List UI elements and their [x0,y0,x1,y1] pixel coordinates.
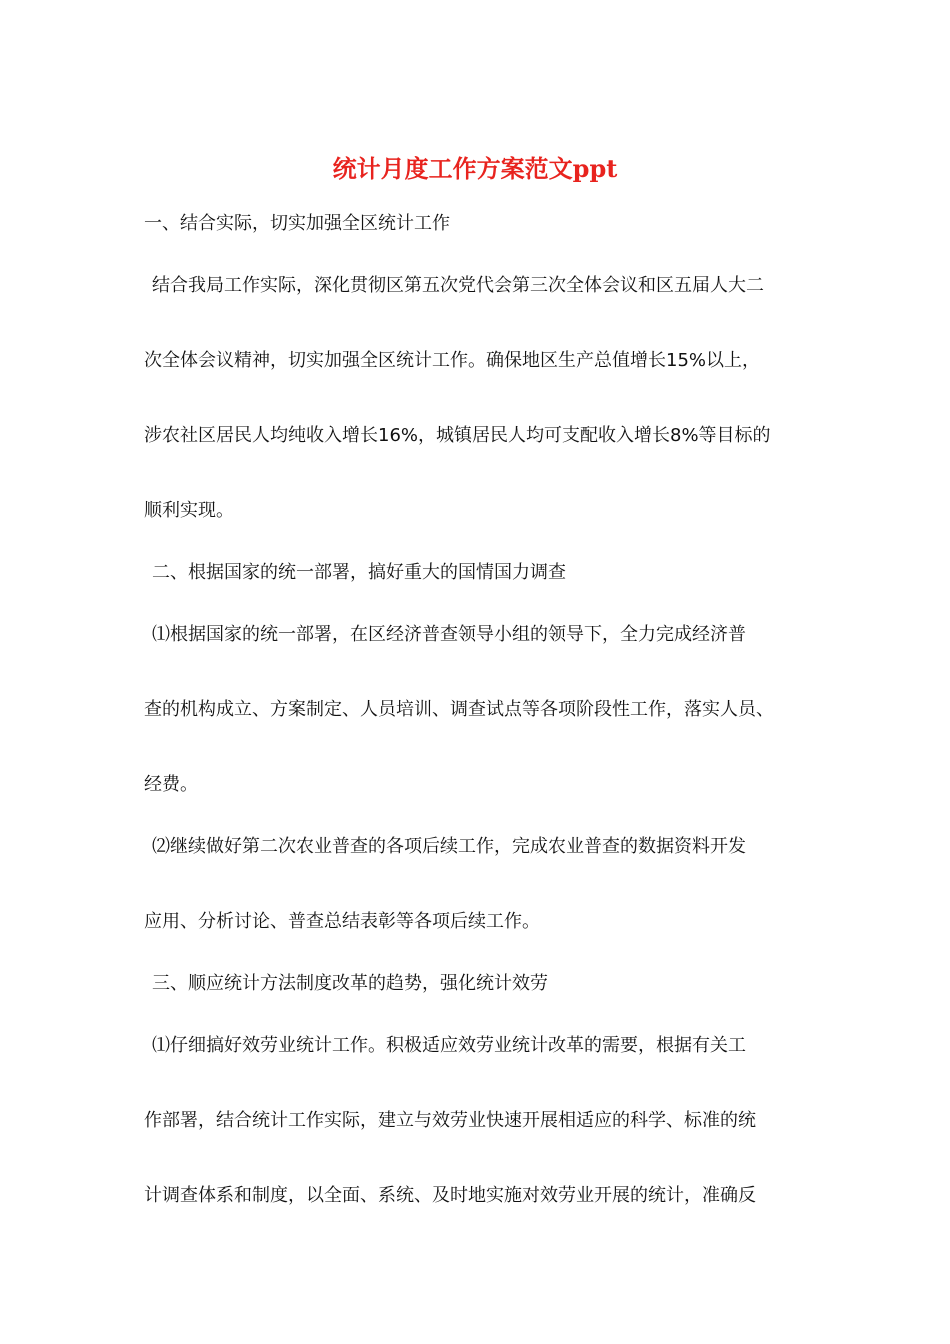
paragraph-line: 结合我局工作实际，深化贯彻区第五次党代会第三次全体会议和区五届人大二 [152,275,764,296]
paragraph-line: 计调查体系和制度，以全面、系统、及时地实施对效劳业开展的统计，准确反 [144,1185,756,1206]
section-heading-3: 三、顺应统计方法制度改革的趋势，强化统计效劳 [152,973,548,994]
paragraph-line: ⑴根据国家的统一部署，在区经济普查领导小组的领导下，全力完成经济普 [152,624,746,645]
document-title: 统计月度工作方案范文ppt [332,154,618,183]
paragraph-line: ⑴仔细搞好效劳业统计工作。积极适应效劳业统计改革的需要，根据有关工 [152,1035,746,1056]
paragraph-line: ⑵继续做好第二次农业普查的各项后续工作，完成农业普查的数据资料开发 [152,836,746,857]
section-heading-1: 一、结合实际，切实加强全区统计工作 [144,213,450,234]
paragraph-line: 查的机构成立、方案制定、人员培训、调查试点等各项阶段性工作，落实人员、 [144,699,774,720]
paragraph-line: 顺利实现。 [144,500,234,521]
paragraph-line: 经费。 [144,774,198,795]
paragraph-line: 应用、分析讨论、普查总结表彰等各项后续工作。 [144,911,540,932]
section-heading-2: 二、根据国家的统一部署，搞好重大的国情国力调查 [152,562,566,583]
paragraph-line: 作部署，结合统计工作实际，建立与效劳业快速开展相适应的科学、标准的统 [144,1110,756,1131]
paragraph-line: 次全体会议精神，切实加强全区统计工作。确保地区生产总值增长15%以上， [144,350,761,371]
paragraph-line: 涉农社区居民人均纯收入增长16%，城镇居民人均可支配收入增长8%等目标的 [144,425,771,446]
